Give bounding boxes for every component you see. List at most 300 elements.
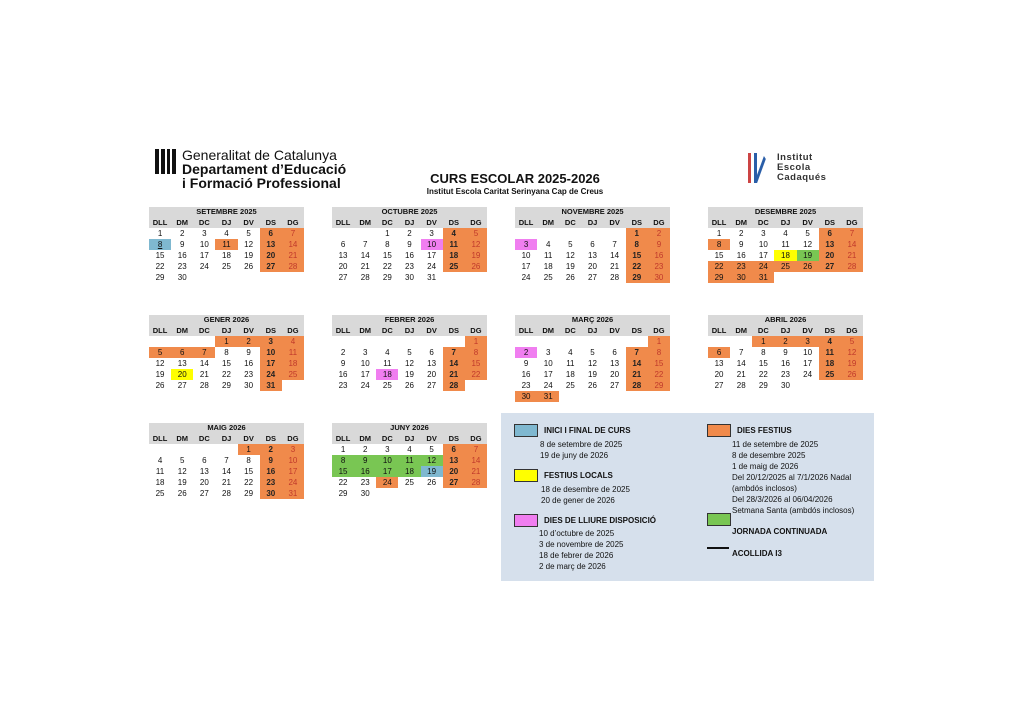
calendar-day: 1 [648, 336, 670, 347]
calendar-day: 9 [260, 455, 282, 466]
calendar-day: 24 [376, 477, 398, 488]
calendar-day: 18 [376, 369, 398, 380]
calendar-day: 15 [222, 359, 231, 368]
calendar-day: 5 [407, 348, 412, 357]
calendar-day: 25 [155, 489, 165, 498]
school-logo-icon [748, 153, 770, 183]
calendar-day: 20 [427, 370, 437, 379]
legend-lliure-line: 10 d’octubre de 2025 [539, 529, 615, 538]
calendar-day: 2 [362, 445, 368, 454]
calendar-day: 28 [360, 273, 370, 282]
empty-day [730, 336, 752, 347]
weekday-header: DLL [515, 325, 537, 336]
calendar-day: 23 [781, 370, 790, 379]
calendar-day: 31 [260, 380, 282, 391]
calendar-day: 1 [626, 228, 648, 239]
legend-lliure-line: 2 de març de 2026 [539, 562, 606, 571]
calendar-day: 6 [590, 240, 595, 249]
calendar-day: 18 [155, 478, 165, 487]
calendar-day: 21 [199, 370, 209, 379]
calendar-day: 15 [648, 358, 670, 369]
calendar-day: 18 [774, 250, 796, 261]
calendar-day: 16 [736, 251, 746, 260]
calendar-day: 10 [803, 348, 813, 357]
calendar-day: 4 [819, 336, 841, 347]
calendar-day: 17 [543, 370, 553, 379]
school-logo [748, 153, 826, 183]
month-title: GENER 2026 [149, 315, 304, 325]
calendar-day: 13 [199, 467, 209, 476]
calendar-day: 6 [260, 228, 282, 239]
weekday-header: DM [537, 325, 559, 336]
calendar-day: 12 [177, 467, 187, 476]
calendar-day: 13 [177, 359, 187, 368]
weekday-header: DC [193, 433, 215, 444]
calendar-day: 28 [199, 381, 209, 390]
legend-festius-line: Setmana Santa (ambdós inclosos) [732, 506, 855, 515]
calendar-day: 3 [797, 336, 819, 347]
calendar-day: 9 [738, 240, 744, 249]
weekday-header: DG [648, 325, 670, 336]
calendar-day: 12 [803, 240, 813, 249]
swatch-green [707, 513, 731, 526]
legend-inici-line: 19 de juny de 2026 [540, 451, 609, 460]
calendar-day: 27 [443, 477, 465, 488]
calendar-day: 23 [360, 478, 370, 487]
calendar-day: 28 [443, 380, 465, 391]
calendar-day: 10 [282, 455, 304, 466]
empty-day [537, 336, 559, 347]
weekday-header: DM [730, 325, 752, 336]
calendar-day: 5 [246, 229, 251, 238]
calendar-day: 26 [177, 489, 187, 498]
calendar-day: 22 [648, 369, 670, 380]
calendar-day: 6 [612, 348, 617, 357]
calendar-day: 24 [360, 381, 370, 390]
calendar-day: 6 [171, 347, 193, 358]
weekday-header: DG [841, 325, 863, 336]
weekday-header: DJ [581, 217, 603, 228]
calendar-day: 30 [730, 272, 752, 283]
empty-day [515, 228, 537, 239]
calendar-day: 19 [421, 466, 443, 477]
calendar-day: 4 [157, 456, 163, 465]
calendar-day: 22 [708, 261, 730, 272]
calendar-day: 5 [429, 445, 434, 454]
calendar-day: 16 [354, 466, 376, 477]
calendar-day: 4 [282, 336, 304, 347]
calendar-day: 4 [443, 228, 465, 239]
calendar-day: 26 [797, 261, 819, 272]
calendar-day: 10 [260, 347, 282, 358]
calendar-day: 13 [588, 251, 597, 260]
weekday-header: DG [841, 217, 863, 228]
calendar-day: 1 [716, 229, 722, 238]
calendar-day: 8 [246, 456, 251, 465]
calendar-day: 1 [238, 444, 260, 455]
month-m1 [149, 207, 304, 283]
calendar-day: 24 [803, 370, 813, 379]
calendar-day: 1 [465, 336, 487, 347]
calendar-day: 20 [610, 370, 620, 379]
calendar-day: 18 [565, 370, 575, 379]
calendar-day: 14 [841, 239, 863, 250]
page-title: CURS ESCOLAR 2025-2026 [430, 171, 600, 186]
legend-festius [707, 424, 854, 516]
acollida-line-icon [707, 547, 729, 549]
weekday-header: DLL [515, 217, 537, 228]
calendar-day: 10 [758, 240, 768, 249]
calendar-day: 1 [215, 336, 237, 347]
calendar-day: 14 [360, 251, 370, 260]
calendar-day: 29 [222, 381, 231, 390]
weekday-header: DV [421, 433, 443, 444]
empty-day [354, 228, 376, 239]
calendar-day: 15 [758, 359, 768, 368]
month-m2 [332, 207, 487, 283]
weekday-header: DG [282, 325, 304, 336]
calendar-day: 30 [360, 489, 370, 498]
calendar-day: 29 [155, 273, 165, 282]
legend-festius-locals-line: 20 de gener de 2026 [541, 496, 615, 505]
calendar-day: 27 [427, 381, 437, 390]
calendar-day: 15 [714, 251, 724, 260]
calendar-day: 25 [405, 478, 414, 487]
calendar-day: 13 [819, 239, 841, 250]
swatch-orange [707, 424, 731, 437]
weekday-header: DV [421, 325, 443, 336]
school-name-line-1: Institut [777, 152, 813, 163]
calendar-day: 2 [738, 229, 744, 238]
calendar-day: 7 [841, 228, 863, 239]
calendar-day: 20 [819, 250, 841, 261]
weekday-header: DLL [149, 217, 171, 228]
calendar-day: 12 [155, 359, 165, 368]
calendar-day: 7 [612, 240, 617, 249]
calendar-day: 31 [427, 273, 437, 282]
weekday-header: DM [537, 217, 559, 228]
calendar-day: 10 [543, 359, 553, 368]
calendar-day: 13 [338, 251, 348, 260]
calendar-day: 21 [465, 466, 487, 477]
calendar-day: 15 [465, 358, 487, 369]
calendar-day: 31 [537, 391, 559, 402]
calendar-day: 27 [588, 273, 597, 282]
calendar-day: 17 [521, 262, 531, 271]
calendar-day: 16 [405, 251, 414, 260]
calendar-day: 7 [193, 347, 215, 358]
calendar-day: 27 [714, 381, 724, 390]
calendar-day: 21 [282, 250, 304, 261]
legend-festius-locals-label: FESTIUS LOCALS [544, 471, 613, 480]
calendar-day: 4 [407, 445, 412, 454]
calendar-day: 12 [421, 455, 443, 466]
empty-day [708, 336, 730, 347]
calendar-day: 17 [803, 359, 813, 368]
weekday-header: DC [752, 217, 774, 228]
weekday-header: DC [376, 217, 398, 228]
calendar-day: 29 [758, 381, 768, 390]
calendar-day: 21 [736, 370, 746, 379]
calendar-day: 30 [515, 391, 537, 402]
calendar-day: 3 [515, 239, 537, 250]
weekday-header: DLL [149, 325, 171, 336]
calendar-day: 25 [222, 262, 231, 271]
weekday-header: DM [354, 433, 376, 444]
month-m9 [149, 423, 304, 499]
weekday-header: DV [421, 217, 443, 228]
month-title: OCTUBRE 2025 [332, 207, 487, 217]
calendar-day: 30 [177, 273, 187, 282]
weekday-header: DS [626, 325, 648, 336]
weekday-header: DG [465, 325, 487, 336]
calendar-day: 9 [340, 359, 346, 368]
calendar-day: 30 [260, 488, 282, 499]
calendar-day: 30 [781, 381, 790, 390]
legend-festius-locals-line: 18 de desembre de 2025 [541, 485, 630, 494]
calendar-day: 5 [465, 228, 487, 239]
calendar-day: 6 [202, 456, 207, 465]
org-line-2: Departament d’Educació [182, 161, 347, 177]
calendar-day: 29 [382, 273, 392, 282]
calendar-day: 20 [199, 478, 209, 487]
calendar-day: 23 [338, 381, 348, 390]
calendar-day: 8 [332, 455, 354, 466]
calendar-day: 28 [626, 380, 648, 391]
calendar-day: 11 [215, 239, 237, 250]
calendar-day: 4 [224, 229, 229, 238]
calendar-day: 15 [155, 251, 165, 260]
empty-day [559, 228, 581, 239]
empty-day [354, 336, 376, 347]
calendar-day: 25 [543, 273, 553, 282]
calendar-day: 8 [648, 347, 670, 358]
calendar-day: 22 [244, 478, 254, 487]
calendar-day: 19 [155, 370, 165, 379]
weekday-header: DS [443, 325, 465, 336]
legend-festius-locals [514, 469, 630, 506]
weekday-header: DM [171, 217, 193, 228]
weekday-header: DC [559, 325, 581, 336]
calendar-day: 5 [149, 347, 171, 358]
calendar-day: 9 [523, 359, 529, 368]
calendar-day: 8 [385, 240, 390, 249]
weekday-header: DS [819, 217, 841, 228]
calendar-day: 5 [841, 336, 863, 347]
weekday-header: DC [752, 325, 774, 336]
calendar-day: 23 [648, 261, 670, 272]
empty-day [193, 444, 215, 455]
calendar-day: 29 [626, 272, 648, 283]
month-m6 [332, 315, 487, 391]
calendar-day: 25 [282, 369, 304, 380]
calendar-day: 13 [443, 455, 465, 466]
calendar-day: 5 [568, 240, 573, 249]
calendar-day: 22 [222, 370, 231, 379]
calendar-day: 21 [626, 369, 648, 380]
calendar-day: 27 [819, 261, 841, 272]
empty-day [332, 228, 354, 239]
empty-day [171, 444, 193, 455]
calendar-day: 23 [244, 370, 254, 379]
weekday-header: DC [193, 217, 215, 228]
calendar-day: 19 [588, 370, 597, 379]
calendar-day: 25 [774, 261, 796, 272]
calendar-day: 28 [610, 273, 620, 282]
calendar-day: 7 [443, 347, 465, 358]
weekday-header: DG [465, 433, 487, 444]
calendar-day: 13 [714, 359, 724, 368]
weekday-header: DS [260, 433, 282, 444]
weekday-header: DLL [708, 325, 730, 336]
legend-lliure [514, 514, 656, 572]
legend-festius-line: 8 de desembre 2025 [732, 451, 806, 460]
calendar-day: 20 [588, 262, 597, 271]
calendar-day: 5 [590, 348, 595, 357]
calendar-day: 21 [610, 262, 620, 271]
empty-day [398, 336, 420, 347]
empty-day [215, 444, 237, 455]
weekday-header: DG [282, 217, 304, 228]
calendar-day: 11 [398, 455, 420, 466]
calendar-day: 23 [177, 262, 187, 271]
calendar-day: 14 [610, 251, 620, 260]
calendar-day: 20 [338, 262, 348, 271]
month-m8 [708, 315, 863, 391]
calendar-day: 8 [626, 239, 648, 250]
weekday-header: DM [171, 325, 193, 336]
calendar-day: 6 [443, 444, 465, 455]
calendar-day: 26 [841, 369, 863, 380]
empty-day [193, 336, 215, 347]
calendar-day: 30 [244, 381, 254, 390]
calendar-day: 9 [179, 240, 185, 249]
org-line-1: Generalitat de Catalunya [182, 147, 337, 163]
calendar-day: 2 [179, 229, 185, 238]
calendar-day: 16 [244, 359, 254, 368]
month-m7 [515, 315, 670, 402]
calendar-day: 24 [260, 369, 282, 380]
empty-day [604, 228, 626, 239]
empty-day [376, 336, 398, 347]
calendar-day: 27 [177, 381, 187, 390]
empty-day [581, 228, 603, 239]
calendar-day: 11 [819, 347, 841, 358]
weekday-header: DV [238, 433, 260, 444]
swatch-yellow [514, 469, 538, 482]
empty-day [421, 336, 443, 347]
legend-festius-line: (ambdós inclosos) [732, 484, 797, 493]
legend-festius-line: Del 28/3/2026 al 06/04/2026 [732, 495, 833, 504]
month-title: MARÇ 2026 [515, 315, 670, 325]
calendar-day: 9 [783, 348, 788, 357]
calendar-day: 31 [752, 272, 774, 283]
weekday-header: DS [260, 325, 282, 336]
calendar-day: 22 [155, 262, 165, 271]
calendar-day: 17 [260, 358, 282, 369]
calendar-day: 20 [443, 466, 465, 477]
calendar-day: 7 [282, 228, 304, 239]
legend-acollida-label: ACOLLIDA I3 [732, 549, 782, 558]
calendar-day: 8 [149, 239, 171, 250]
weekday-header: DJ [774, 325, 796, 336]
calendar-day: 26 [427, 478, 437, 487]
calendar-day: 2 [648, 228, 670, 239]
legend-panel [501, 413, 874, 581]
legend-festius-line: 1 de maig de 2026 [732, 462, 799, 471]
calendar-day: 28 [465, 477, 487, 488]
swatch-pink [514, 514, 538, 527]
weekday-header: DG [282, 433, 304, 444]
calendar-day: 11 [443, 239, 465, 250]
calendar-day: 2 [260, 444, 282, 455]
calendar-day: 26 [465, 261, 487, 272]
month-title: FEBRER 2026 [332, 315, 487, 325]
calendar-day: 3 [429, 229, 434, 238]
weekday-header: DLL [332, 217, 354, 228]
calendar-day: 10 [421, 239, 443, 250]
calendar-day: 10 [360, 359, 370, 368]
weekday-header: DS [443, 433, 465, 444]
calendar-day: 16 [260, 466, 282, 477]
calendar-day: 17 [199, 251, 209, 260]
calendar-day: 15 [332, 466, 354, 477]
calendar-day: 27 [338, 273, 348, 282]
month-title: MAIG 2026 [149, 423, 304, 433]
weekday-header: DM [730, 217, 752, 228]
calendar-day: 9 [246, 348, 251, 357]
calendar-day: 13 [610, 359, 620, 368]
empty-day [332, 336, 354, 347]
calendar-day: 15 [382, 251, 392, 260]
calendar-day: 28 [282, 261, 304, 272]
weekday-header: DLL [332, 433, 354, 444]
calendar-day: 30 [405, 273, 414, 282]
page-subtitle: Institut Escola Caritat Serinyana Cap de Creus [426, 187, 604, 196]
empty-day [581, 336, 603, 347]
weekday-header: DJ [774, 217, 796, 228]
legend-jornada-label: JORNADA CONTINUADA [732, 527, 828, 536]
legend-acollida [707, 547, 782, 558]
calendar-day: 29 [338, 489, 348, 498]
weekday-header: DV [238, 217, 260, 228]
calendar-day: 31 [282, 488, 304, 499]
weekday-header: DS [443, 217, 465, 228]
calendar-day: 14 [443, 358, 465, 369]
calendar-day: 21 [841, 250, 863, 261]
calendar-day: 7 [224, 456, 229, 465]
weekday-header: DC [376, 325, 398, 336]
calendar-day: 7 [738, 348, 744, 357]
calendar-day: 8 [708, 239, 730, 250]
legend-festius-line: Del 20/12/2025 al 7/1/2026 Nadal [732, 473, 852, 482]
calendar-day: 23 [730, 261, 752, 272]
weekday-header: DJ [398, 325, 420, 336]
calendar-day: 3 [260, 336, 282, 347]
calendar-day: 6 [819, 228, 841, 239]
calendar-day: 11 [155, 467, 165, 476]
calendar-day: 23 [405, 262, 414, 271]
calendar-day: 10 [376, 455, 398, 466]
weekday-header: DV [604, 217, 626, 228]
weekday-header: DC [193, 325, 215, 336]
calendar-day: 12 [465, 239, 487, 250]
legend-jornada [707, 513, 827, 536]
calendar-day: 14 [626, 358, 648, 369]
calendar-day: 21 [443, 369, 465, 380]
month-title: SETEMBRE 2025 [149, 207, 304, 217]
calendar-day: 12 [244, 240, 254, 249]
